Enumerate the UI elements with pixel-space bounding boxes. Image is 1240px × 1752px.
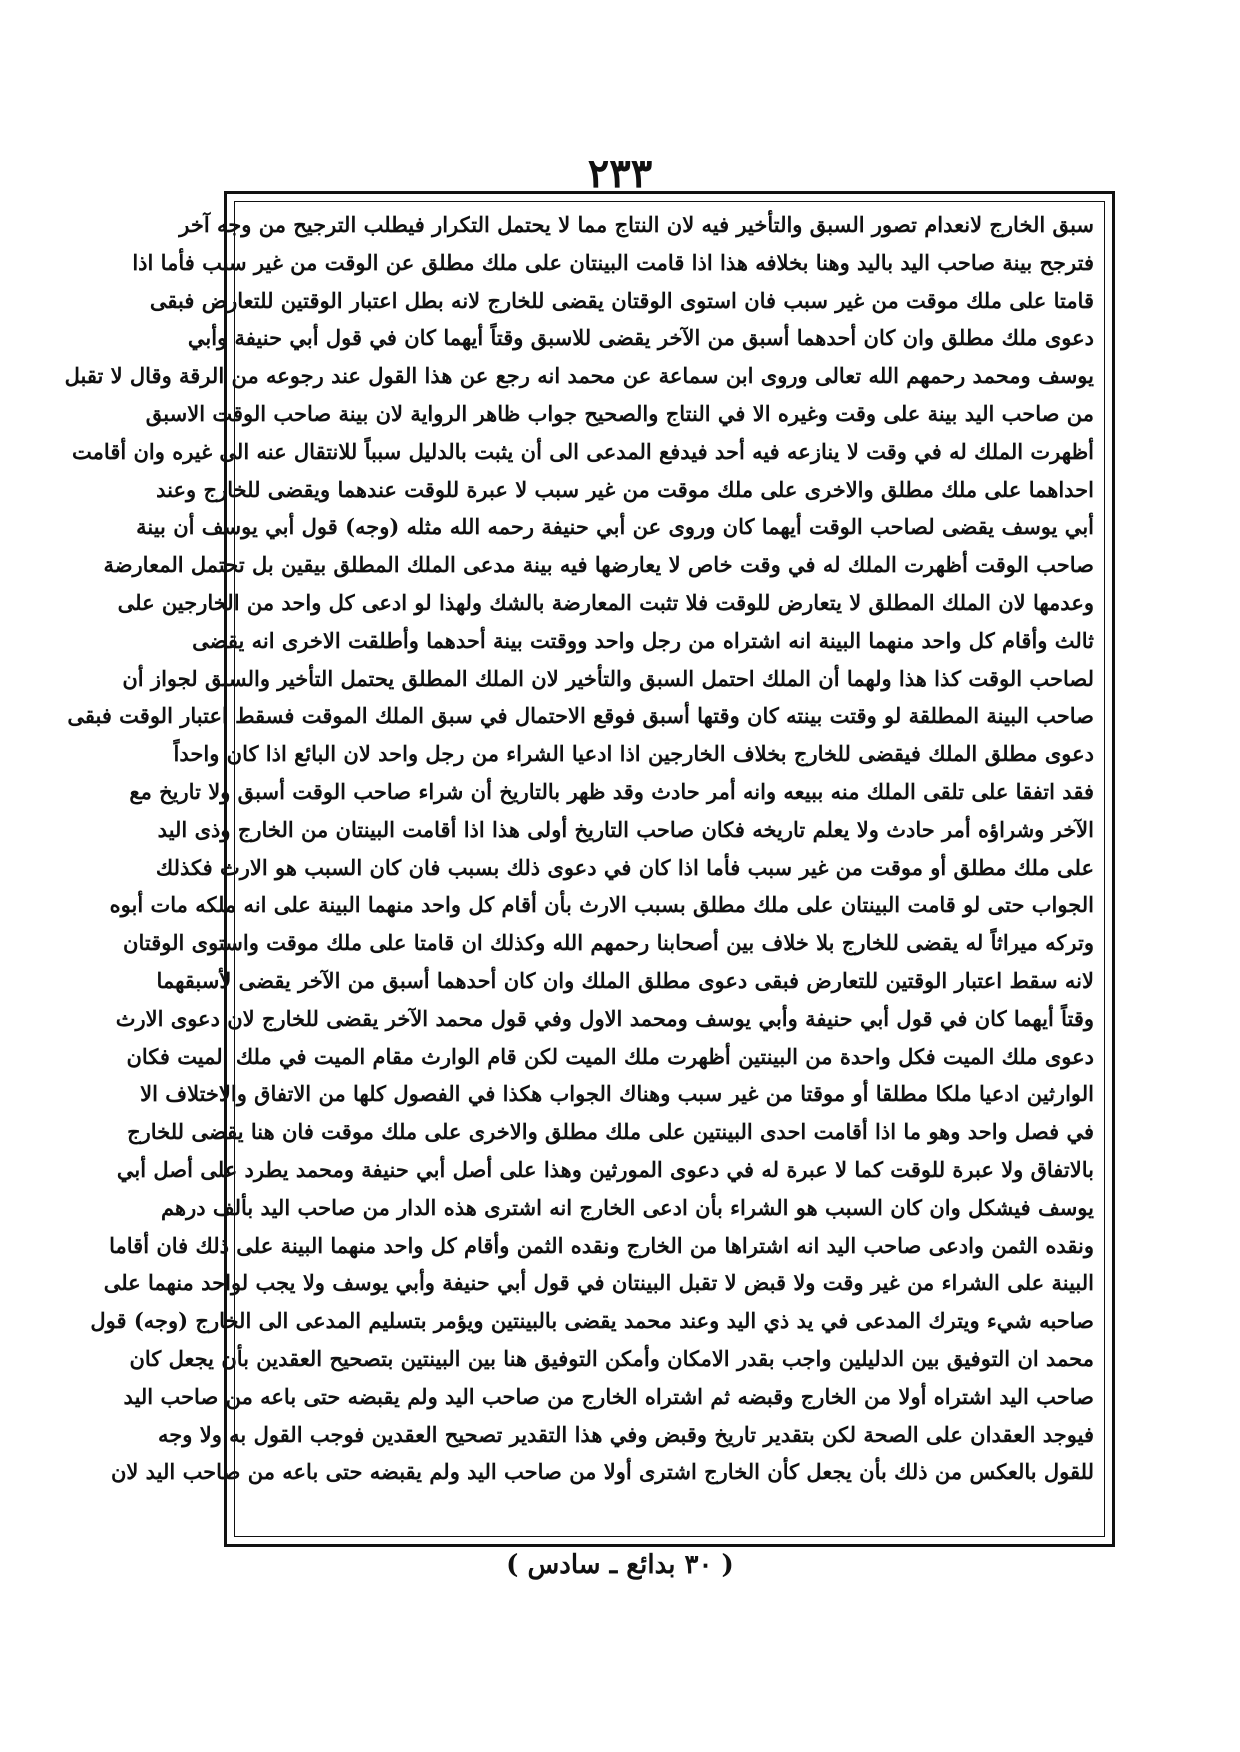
text-line: وعدمها لان الملك المطلق لا يتعارض للوقت فلا تثبت المعارضة بالشك ولهذا لو ادعى كل واحد من الخارجين على	[117, 589, 1094, 615]
page-frame-inner	[64, 201, 1105, 1537]
text-line: محمد ان التوفيق بين الدليلين واجب بقدر الامكان وأمكن التوفيق هنا بين البينتين بتصحيح العقدين بأن يجعل كان	[129, 1345, 1094, 1371]
text-line: الآخر وشراؤه أمر حادث ولا يعلم تاريخه فكان صاحب التاريخ أولى هذا اذا أقامت البينتان من الخارج وذى اليد	[157, 816, 1094, 842]
page-number: ٢٣٣	[587, 150, 653, 197]
text-line: دعوى ملك الميت فكل واحدة من البينتين أظهرت ملك الميت لكن قام الوارث مقام الميت في ملك الميت فكان	[126, 1043, 1094, 1069]
text-line: الوارثين ادعيا ملكا مطلقا أو موقتا من غير سبب وهناك الجواب هكذا في الفصول كلها من الاتفاق والاختلاف الا	[140, 1081, 1094, 1107]
text-line: للقول بالعكس من ذلك بأن يجعل كأن الخارج اشترى أولا من صاحب اليد ولم يقبضه حتى باعه من صاحب اليد لان	[110, 1459, 1094, 1485]
text-line: بالاتفاق ولا عبرة للوقت كما لا عبرة له في دعوى المورثين وهذا على أصل أبي حنيفة ومحمد يطرد على أصل أبي	[116, 1156, 1094, 1182]
text-line: أبي يوسف يقضى لصاحب الوقت أيهما كان وروى عن أبي حنيفة رحمه الله مثله (وجه) قول أبي يوسف أن بينة	[136, 514, 1094, 540]
text-line: دعوى ملك مطلق وان كان أحدهما أسبق من الآخر يقضى للاسبق وقتاً أيهما كان في قول أبي حنيفة وأبي	[187, 325, 1094, 351]
text-line: في فصل واحد وهو ما اذا أقامت احدى البينتين على ملك مطلق والاخرى على ملك موقت فان هنا يقضى للخارج	[127, 1119, 1094, 1145]
text-line: يوسف ومحمد رحمهم الله تعالى وروى ابن سماعة عن محمد انه رجع عن هذا القول عند رجوعه من الرقة وقال لا تقبل	[64, 363, 1094, 389]
text-line: صاحبه شيء ويترك المدعى في يد ذي اليد وعند محمد يقضى بالبينتين ويؤمر بتسليم المدعى الى الخارج (وجه) قول	[90, 1308, 1094, 1334]
text-line: فيوجد العقدان على الصحة لكن بتقدير تاريخ وقبض وفي هذا التقدير تصحيح العقدين فوجب القول به ولا وجه	[158, 1421, 1094, 1447]
text-line: سبق الخارج لانعدام تصور السبق والتأخير فيه لان النتاج مما لا يحتمل التكرار فيطلب الترجيح من وجه آخر	[179, 212, 1094, 237]
text-line: فقد اتفقا على تلقى الملك منه ببيعه وانه أمر حادث وقد ظهر بالتاريخ أن شراء صاحب الوقت أسبق ولا تاريخ مع	[129, 778, 1094, 804]
text-line: لصاحب الوقت كذا هذا ولهما أن الملك احتمل السبق والتأخير لان الملك المطلق يحتمل التأخير والسبق لجواز أن	[122, 665, 1094, 691]
text-line: ثالث وأقام كل واحد منهما البينة انه اشتراه من رجل واحد ووقتت بينة أحدهما وأطلقت الاخرى انه يقضى	[192, 627, 1094, 653]
footer-label: ( ٣٠ بدائع ـ سادس )	[506, 1550, 734, 1580]
text-line: أظهرت الملك له في وقت لا ينازعه فيه أحد فيدفع المدعى الى أن يثبت بالدليل سبباً للانتقال عنه الى غيره وان أقامت	[72, 438, 1094, 464]
text-line: دعوى مطلق الملك فيقضى للخارج بخلاف الخارجين اذا ادعيا الشراء من رجل واحد لان البائع اذا كان واحداً	[173, 741, 1094, 767]
text-line: لانه سقط اعتبار الوقتين للتعارض فبقى دعوى مطلق الملك وان كان أحدهما أسبق من الآخر يقضى لأسبقهما	[156, 967, 1094, 993]
text-line: صاحب اليد اشتراه أولا من الخارج وقبضه ثم اشتراه الخارج من صاحب اليد ولم يقبضه حتى باعه من صاحب اليد	[123, 1383, 1094, 1409]
text-line: صاحب الوقت أظهرت الملك له في وقت خاص لا يعارضها فيه بينة مدعى الملك المطلق بيقين بل تحتمل المعارضة	[103, 552, 1094, 578]
text-line: من صاحب اليد بينة على وقت وغيره الا في النتاج والصحيح جواب ظاهر الرواية لان بينة صاحب الوقت الاسبق	[145, 400, 1094, 426]
text-body	[64, 206, 1094, 1491]
text-line: صاحب البينة المطلقة لو وقتت بينته كان وقتها أسبق فوقع الاحتمال في سبق الملك الموقت فسقط اعتبار الوقت فبقى	[67, 703, 1094, 729]
text-line: احداهما على ملك مطلق والاخرى على ملك موقت من غير سبب لا عبرة للوقت عندهما ويقضى للخارج وعند	[156, 476, 1094, 502]
text-line: على ملك مطلق أو موقت من غير سبب فأما اذا كان في دعوى ذلك بسبب فان كان السبب هو الارث فكذلك	[155, 854, 1094, 880]
text-line: الجواب حتى لو قامت البينتان على ملك مطلق بسبب الارث بأن أقام كل واحد منهما البينة على انه ملكه مات أبوه	[109, 892, 1094, 918]
text-line: وتركه ميراثاً له يقضى للخارج بلا خلاف بين أصحابنا رحمهم الله وكذلك ان قامتا على ملك موقت واستوى الوقتان	[123, 930, 1094, 956]
text-line: يوسف فيشكل وان كان السبب هو الشراء بأن ادعى الخارج انه اشترى هذه الدار من صاحب اليد بألف درهم	[161, 1194, 1094, 1220]
text-line: ونقده الثمن وادعى صاحب اليد انه اشتراها من الخارج ونقده الثمن وأقام كل واحد منهما البينة على ذلك فان أقاما	[109, 1232, 1094, 1258]
text-line: وقتاً أيهما كان في قول أبي حنيفة وأبي يوسف ومحمد الاول وفي قول محمد الآخر يقضى للخارج لان دعوى الارث	[115, 1005, 1094, 1031]
text-line: فترجح بينة صاحب اليد باليد وهنا بخلافه هذا اذا قامت البينتان على ملك مطلق عن الوقت من غير سبب فأما اذا	[132, 249, 1094, 275]
text-line: قامتا على ملك موقت من غير سبب فان استوى الوقتان يقضى للخارج لانه بطل اعتبار الوقتين للتعارض فبقى	[149, 287, 1094, 313]
text-line: البينة على الشراء من غير وقت ولا قبض لا تقبل البينتان في قول أبي حنيفة وأبي يوسف ولا يجب لواحد منهما على	[103, 1270, 1094, 1296]
